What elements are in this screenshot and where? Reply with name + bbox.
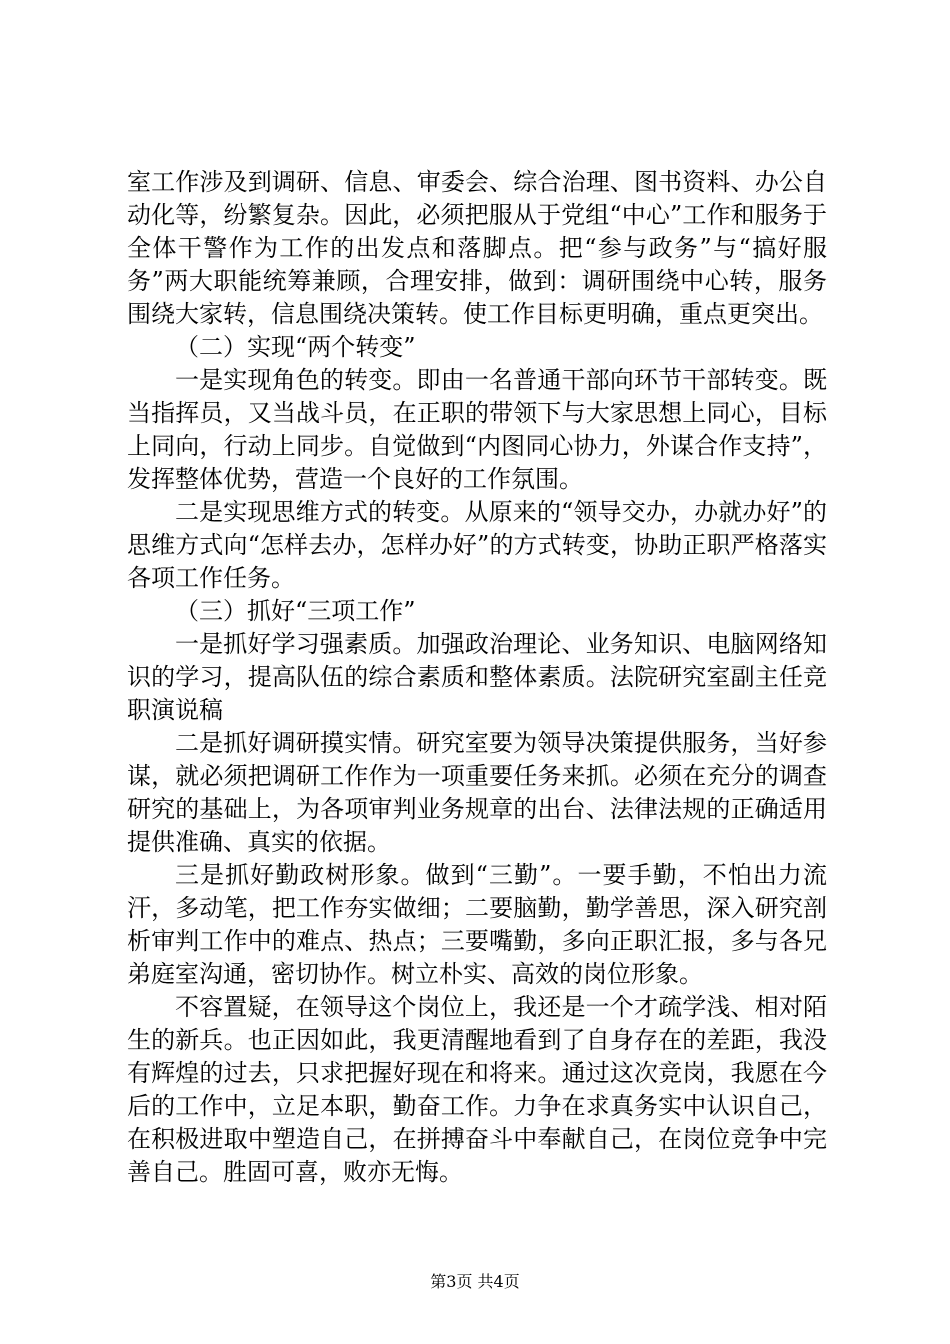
section-heading-three-tasks: （三）抓好“三项工作” bbox=[175, 597, 416, 625]
paragraph-conclusion: 不容置疑，在领导这个岗位上，我还是一个才疏学浅、相对陌生的新兵。也正因如此，我更清醒地看到了自身存在的差距，我没有辉煌的过去，只求把握好现在和将来。通过这次竞岗，我愿在今后的工作中，立足本职，勤奋工作。力争在求真务实中认识自己，在积极进取中塑造自己，在拼搏奋斗中奉献自己，在岗位竞争中完善自己。胜固可喜，败亦无悔。 bbox=[127, 993, 827, 1186]
page-number-label: 第3页 共4页 bbox=[430, 1272, 520, 1291]
paragraph-role-transformation: 一是实现角色的转变。即由一名普通干部向环节干部转变。既当指挥员，又当战斗员，在正职的带领下与大家思想上同心，目标上同向，行动上同步。自觉做到“内图同心协力，外谋合作支持”，发挥整体优势，营造一个良好的工作氛围。 bbox=[127, 366, 827, 493]
paragraph-study: 一是抓好学习强素质。加强政治理论、业务知识、电脑网络知识的学习，提高队伍的综合素质和整体素质。法院研究室副主任竞职演说稿 bbox=[127, 630, 827, 724]
paragraph-thinking-transformation: 二是实现思维方式的转变。从原来的“领导交办，办就办好”的思维方式向“怎样去办，怎样办好”的方式转变，协助正职严格落实各项工作任务。 bbox=[127, 498, 827, 592]
paragraph-research: 二是抓好调研摸实情。研究室要为领导决策提供服务，当好参谋，就必须把调研工作作为一项重要任务来抓。必须在充分的调查研究的基础上，为各项审判业务规章的出台、法律法规的正确适用提供准确、真实的依据。 bbox=[127, 729, 827, 856]
paragraph-diligence: 三是抓好勤政树形象。做到“三勤”。一要手勤，不怕出力流汗，多动笔，把工作夯实做细；二要脑勤，勤学善思，深入研究剖析审判工作中的难点、热点；三要嘴勤，多向正职汇报，多与各兄弟庭室沟通，密切协作。树立朴实、高效的岗位形象。 bbox=[127, 861, 827, 988]
section-heading-two-transformations: （二）实现“两个转变” bbox=[175, 333, 416, 361]
page-footer bbox=[0, 1271, 950, 1293]
paragraph-continuation: 室工作涉及到调研、信息、审委会、综合治理、图书资料、办公自动化等，纷繁复杂。因此，必须把服从于党组“中心”工作和服务于全体干警作为工作的出发点和落脚点。把“参与政务”与“搞好服务”两大职能统筹兼顾，合理安排，做到：调研围绕中心转，服务围绕大家转，信息围绕决策转。使工作目标更明确，重点更突出。 bbox=[127, 168, 827, 328]
document-body bbox=[127, 166, 827, 1189]
